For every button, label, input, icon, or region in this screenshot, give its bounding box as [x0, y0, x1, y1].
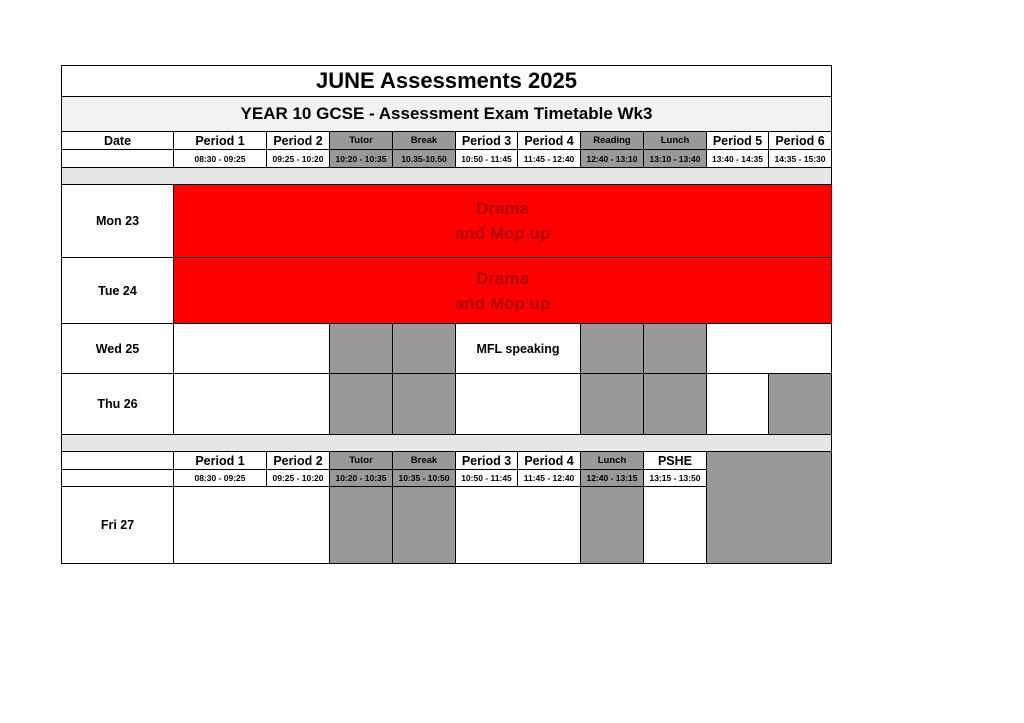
tutor-header: Tutor: [330, 452, 393, 470]
timetable-subtitle: YEAR 10 GCSE - Assessment Exam Timetable Wk3: [62, 97, 831, 132]
time-cell: 09:25 - 10:20: [267, 150, 330, 168]
page-title: JUNE Assessments 2025: [62, 66, 831, 97]
time-cell: 13:40 - 14:35: [707, 150, 769, 168]
period-4-header: Period 4: [518, 452, 581, 470]
time-cell: 10:50 - 11:45: [456, 470, 518, 487]
exam-block-mon: [174, 185, 831, 258]
exam-subtitle: and Mop up: [454, 293, 551, 313]
time-cell: 12:40 - 13:10: [581, 150, 644, 168]
period-3-header: Period 3: [456, 452, 518, 470]
period-1-header: Period 1: [174, 132, 267, 150]
time-cell: 08:30 - 09:25: [174, 470, 267, 487]
day-label-thu: Thu 26: [62, 374, 174, 435]
exam-subtitle: and Mop up: [454, 224, 551, 243]
timetable: [61, 65, 832, 564]
lunch-header: Lunch: [644, 132, 707, 150]
time-cell: 09:25 - 10:20: [267, 470, 330, 487]
period-1-header: Period 1: [174, 452, 267, 470]
blocked-slot: [581, 374, 644, 435]
blocked-slot: [393, 487, 456, 563]
time-cell: 10:20 - 10:35: [330, 150, 393, 168]
time-cell: 10:35 - 10:50: [393, 470, 456, 487]
blocked-slot: [581, 487, 644, 563]
empty-slot: [174, 374, 330, 435]
empty-slot: [174, 324, 330, 374]
blocked-slot: [644, 374, 707, 435]
blocked-slot: [393, 374, 456, 435]
blocked-slot: [581, 324, 644, 374]
period-4-header: Period 4: [518, 132, 581, 150]
lunch-header: Lunch: [581, 452, 644, 470]
time-cell: 10:20 - 10:35: [330, 470, 393, 487]
day-label-fri: Fri 27: [62, 487, 174, 563]
blocked-slot: [393, 324, 456, 374]
time-cell: 12:40 - 13:15: [581, 470, 644, 487]
period-3-header: Period 3: [456, 132, 518, 150]
tutor-header: Tutor: [330, 132, 393, 150]
blocked-slot: [644, 324, 707, 374]
date-header: Date: [62, 132, 174, 150]
day-label-mon: Mon 23: [62, 185, 174, 258]
blocked-slot: [769, 374, 831, 435]
empty-slot: [174, 487, 330, 563]
day-label-wed: Wed 25: [62, 324, 174, 374]
blocked-slot: [330, 374, 393, 435]
blocked-slot: [707, 452, 831, 563]
empty-slot: [707, 324, 831, 374]
blocked-slot: [330, 324, 393, 374]
blocked-slot: [330, 487, 393, 563]
date-header-blank: [62, 452, 174, 470]
date-time-blank: [62, 150, 174, 168]
exam-block-tue: [174, 258, 831, 324]
empty-slot: [707, 374, 769, 435]
period-2-header: Period 2: [267, 132, 330, 150]
pshe-header: PSHE: [644, 452, 707, 470]
break-header: Break: [393, 132, 456, 150]
time-cell: 13:10 - 13:40: [644, 150, 707, 168]
empty-slot: [644, 487, 707, 563]
time-cell: 10:50 - 11:45: [456, 150, 518, 168]
period-6-header: Period 6: [769, 132, 831, 150]
empty-slot: [456, 487, 581, 563]
time-cell: 11:45 - 12:40: [518, 150, 581, 168]
exam-title: Drama: [476, 199, 529, 218]
exam-title: Drama: [476, 268, 529, 288]
date-time-blank: [62, 470, 174, 487]
spacer-row: [62, 435, 831, 452]
time-cell: 13:15 - 13:50: [644, 470, 707, 487]
time-cell: 08:30 - 09:25: [174, 150, 267, 168]
time-cell: 14:35 - 15:30: [769, 150, 831, 168]
period-5-header: Period 5: [707, 132, 769, 150]
empty-slot: [456, 374, 581, 435]
time-cell: 10.35-10.50: [393, 150, 456, 168]
exam-mfl-speaking: MFL speaking: [456, 324, 581, 374]
day-label-tue: Tue 24: [62, 258, 174, 324]
break-header: Break: [393, 452, 456, 470]
time-cell: 11:45 - 12:40: [518, 470, 581, 487]
spacer-row: [62, 168, 831, 185]
period-2-header: Period 2: [267, 452, 330, 470]
reading-header: Reading: [581, 132, 644, 150]
